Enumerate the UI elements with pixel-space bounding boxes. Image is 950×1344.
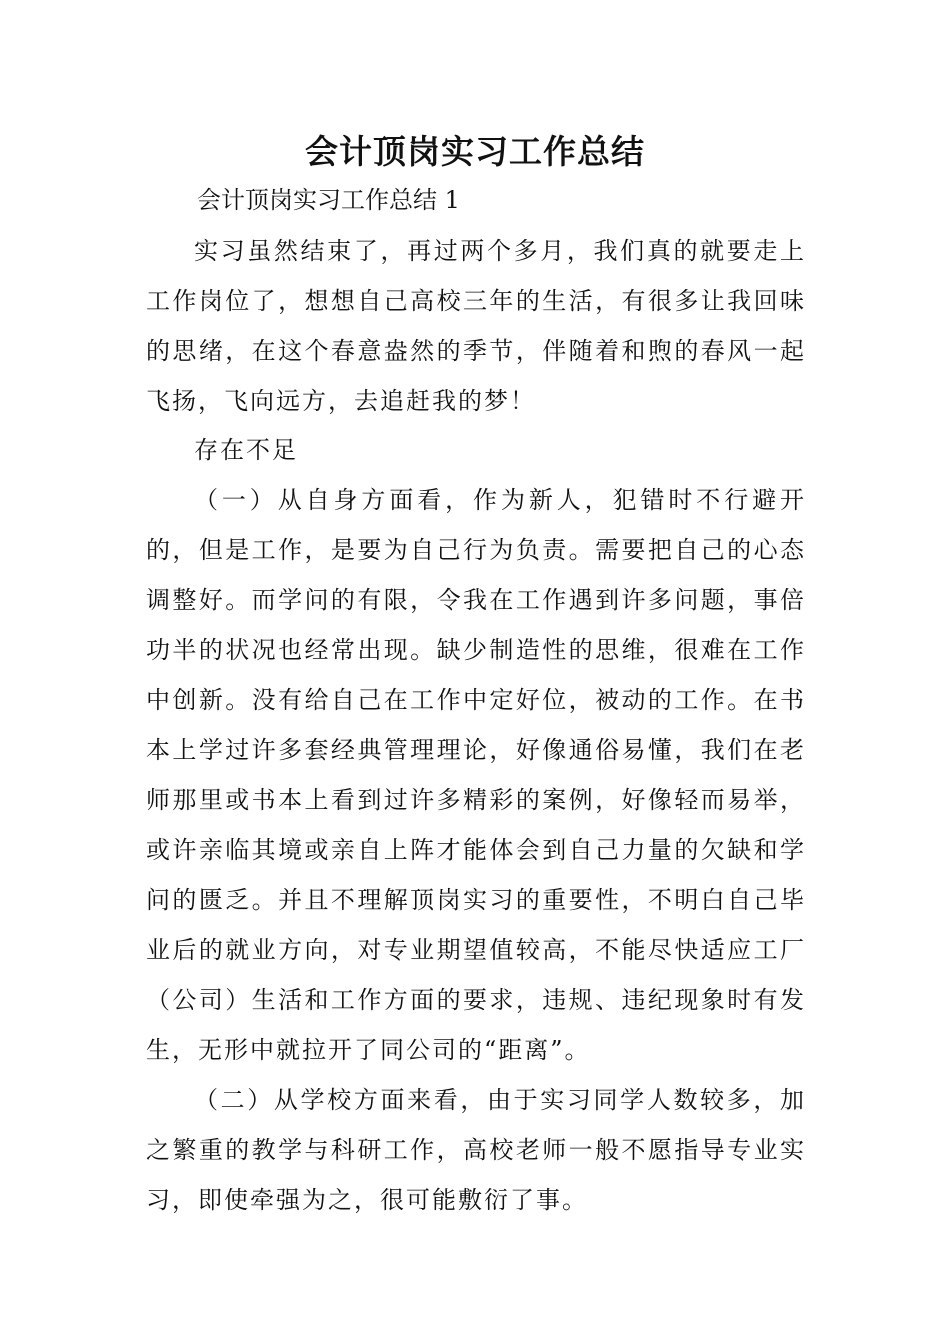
paragraph-school-aspect: （二）从学校方面来看，由于实习同学人数较多，加之繁重的教学与科研工作，高校老师一般不愿指导专业实习，即使牵强为之，很可能敷衍了事。 [146, 1086, 806, 1214]
paragraph-self-aspect: （一）从自身方面看，作为新人，犯错时不行避开的，但是工作，是要为自己行为负责。需要把自己的心态调整好。而学问的有限，令我在工作遇到许多问题，事倍功半的状况也经常出现。缺少制造性的思维，很难在工作中创新。没有给自己在工作中定好位，被动的工作。在书本上学过许多套经典管理理论，好像通俗易懂，我们在老师那里或书本上看到过许多精彩的案例，好像轻而易举，或许亲临其境或亲自上阵才能体会到自己力量的欠缺和学问的匮乏。并且不理解顶岗实习的重要性，不明白自己毕业后的就业方向，对专业期望值较高，不能尽快适应工厂（公司）生活和工作方面的要求，违规、违纪现象时有发生，无形中就拉开了同公司的“距离”。 [146, 486, 806, 1064]
document-title: 会计顶岗实习工作总结 [305, 132, 645, 171]
section-heading-shortcomings: 存在不足 [194, 436, 298, 464]
document-subtitle: 会计顶岗实习工作总结 1 [197, 186, 460, 214]
paragraph-intro: 实习虽然结束了，再过两个多月，我们真的就要走上工作岗位了，想想自己高校三年的生活，有很多让我回味的思绪，在这个春意盎然的季节，伴随着和煦的春风一起飞扬，飞向远方，去追赶我的梦！ [146, 237, 806, 415]
